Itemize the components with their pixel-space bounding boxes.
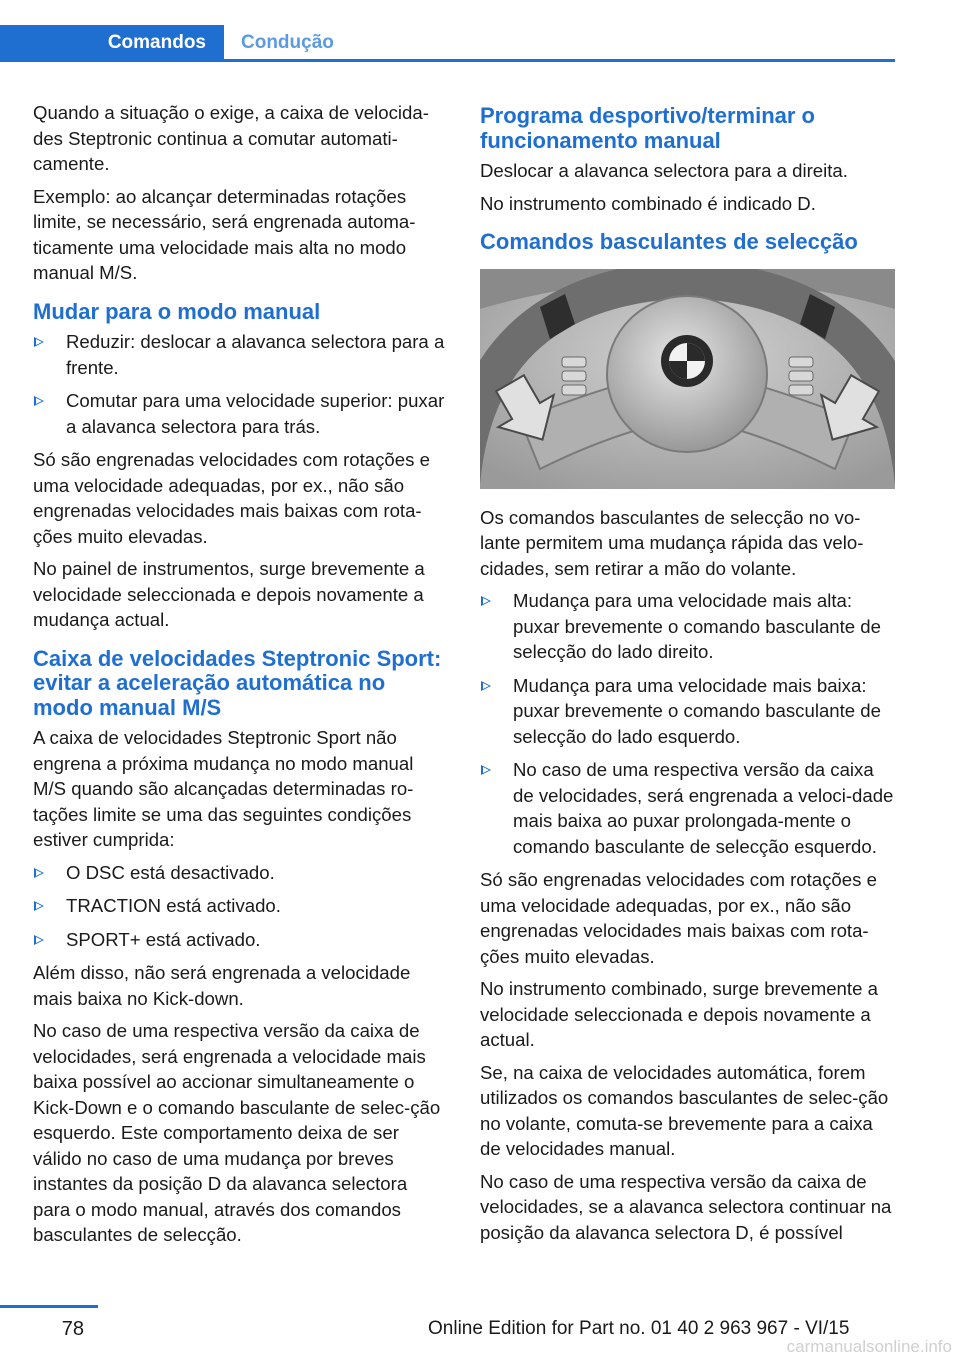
footer-divider — [0, 1305, 98, 1308]
manual-mode-list — [33, 329, 448, 439]
list-item — [33, 893, 448, 919]
list-item — [480, 757, 895, 859]
list-item-text: Mudança para uma velocidade mais baixa: puxar brevemente o comando basculante de selecção do lado esquerdo. — [513, 674, 881, 747]
paragraph: Quando a situação o exige, a caixa de velocida-des Steptronic continua a comutar automati-camente. — [33, 102, 429, 174]
left-column — [33, 100, 448, 1255]
paragraph: No caso de uma respectiva versão da caixa de velocidades, se a alavanca selectora continuar na posição da alavanca selectora D, é possível — [480, 1170, 892, 1243]
steering-wheel-illustration — [480, 269, 895, 489]
paddle-functions-list — [480, 588, 895, 859]
section-heading-manual-mode: Mudar para o modo manual — [33, 298, 321, 324]
edition-label: Online Edition for Part no. 01 40 2 963 967 - VI/15 — [428, 1318, 850, 1339]
paragraph: Além disso, não será engrenada a velocidade mais baixa no Kick-down. — [33, 962, 411, 1009]
sport-conditions-list — [33, 860, 448, 953]
paragraph: A caixa de velocidades Steptronic Sport não engrena a próxima mudança no modo manual M/S quando são alcançadas determinadas ro-tações limite se uma das seguintes condições estiver cumprida: — [33, 727, 414, 850]
tab-comandos[interactable]: Comandos — [0, 25, 224, 61]
list-item — [480, 673, 895, 750]
bullet-triangle-icon — [34, 901, 44, 911]
bullet-triangle-icon — [481, 596, 491, 606]
section-heading-steptronic-sport: Caixa de velocidades Steptronic Sport: evitar a aceleração automática no modo manual M/S — [33, 645, 442, 720]
steering-wheel-paddles-figure — [480, 269, 895, 489]
paragraph: No instrumento combinado é indicado D. — [480, 192, 816, 214]
paragraph: Os comandos basculantes de selecção no vo-lante permitem uma mudança rápida das velo-cidades, sem retirar a mão do volante. — [480, 506, 864, 579]
paragraph: Se, na caixa de velocidades automática, forem utilizados os comandos basculantes de selec-ção no volante, comuta-se brevemente para a caixa de velocidades manual. — [480, 1061, 889, 1159]
bullet-triangle-icon — [34, 337, 44, 347]
list-item — [480, 588, 895, 665]
header-divider — [0, 59, 895, 62]
list-item — [33, 860, 448, 886]
list-item-text: Mudança para uma velocidade mais alta: puxar brevemente o comando basculante de selecção do lado direito. — [513, 590, 881, 662]
section-heading-sport-program: Programa desportivo/terminar o funcionamento manual — [480, 103, 815, 153]
paragraph: Só são engrenadas velocidades com rotações e uma velocidade adequadas, por ex., não são engrenadas velocidades mais baixas com rota-ções muito elevadas. — [480, 869, 877, 967]
bullet-triangle-icon — [34, 868, 44, 878]
list-item-text: O DSC está desactivado. — [66, 861, 275, 883]
list-item-text: No caso de uma respectiva versão da caixa de velocidades, será engrenada a veloci-dade mais baixa ao puxar prolongada-mente o comando basculante de selecção esquerdo. — [513, 759, 894, 857]
list-item-text: SPORT+ está activado. — [66, 928, 261, 950]
bullet-triangle-icon — [481, 681, 491, 691]
bullet-triangle-icon — [34, 396, 44, 406]
watermark: carmanualsonline.info — [786, 1337, 952, 1356]
paragraph: Exemplo: ao alcançar determinadas rotações limite, se necessário, será engrenada automa-ticamente uma velocidade mais alta no modo manual M/S. — [33, 185, 416, 283]
right-column — [480, 100, 895, 1252]
tab-conducao[interactable]: Condução — [241, 32, 334, 53]
paragraph: No instrumento combinado, surge brevemente a velocidade seleccionada e depois novamente a actual. — [480, 978, 878, 1050]
page-number: 78 — [61, 1318, 84, 1340]
paragraph: Só são engrenadas velocidades com rotações e uma velocidade adequadas, por ex., não são engrenadas velocidades mais baixas com rota-ções muito elevadas. — [33, 449, 430, 547]
paragraph: No painel de instrumentos, surge brevemente a velocidade seleccionada e depois novamente a mudança actual. — [33, 558, 425, 630]
list-item — [33, 388, 448, 439]
list-item-text: Comutar para uma velocidade superior: puxar a alavanca selectora para trás. — [66, 390, 445, 437]
list-item — [33, 329, 448, 380]
list-item-text: TRACTION está activado. — [66, 895, 281, 916]
paragraph: No caso de uma respectiva versão da caixa de velocidades, será engrenada a velocidade mais baixa possível ao accionar simultaneamente o Kick-Down e o comando basculante de selec-ção esquerdo. Este comportamento deixa de ser válido no caso de uma mudança por breves instantes da posição D da alavanca selectora para o modo manual, através dos comandos basculantes de selecção. — [33, 1020, 441, 1245]
bullet-triangle-icon — [34, 935, 44, 945]
paragraph: Deslocar a alavanca selectora para a direita. — [480, 160, 848, 181]
list-item-text: Reduzir: deslocar a alavanca selectora para a frente. — [66, 331, 445, 378]
list-item — [33, 927, 448, 953]
section-heading-shift-paddles: Comandos basculantes de selecção — [480, 229, 858, 254]
bullet-triangle-icon — [481, 765, 491, 775]
